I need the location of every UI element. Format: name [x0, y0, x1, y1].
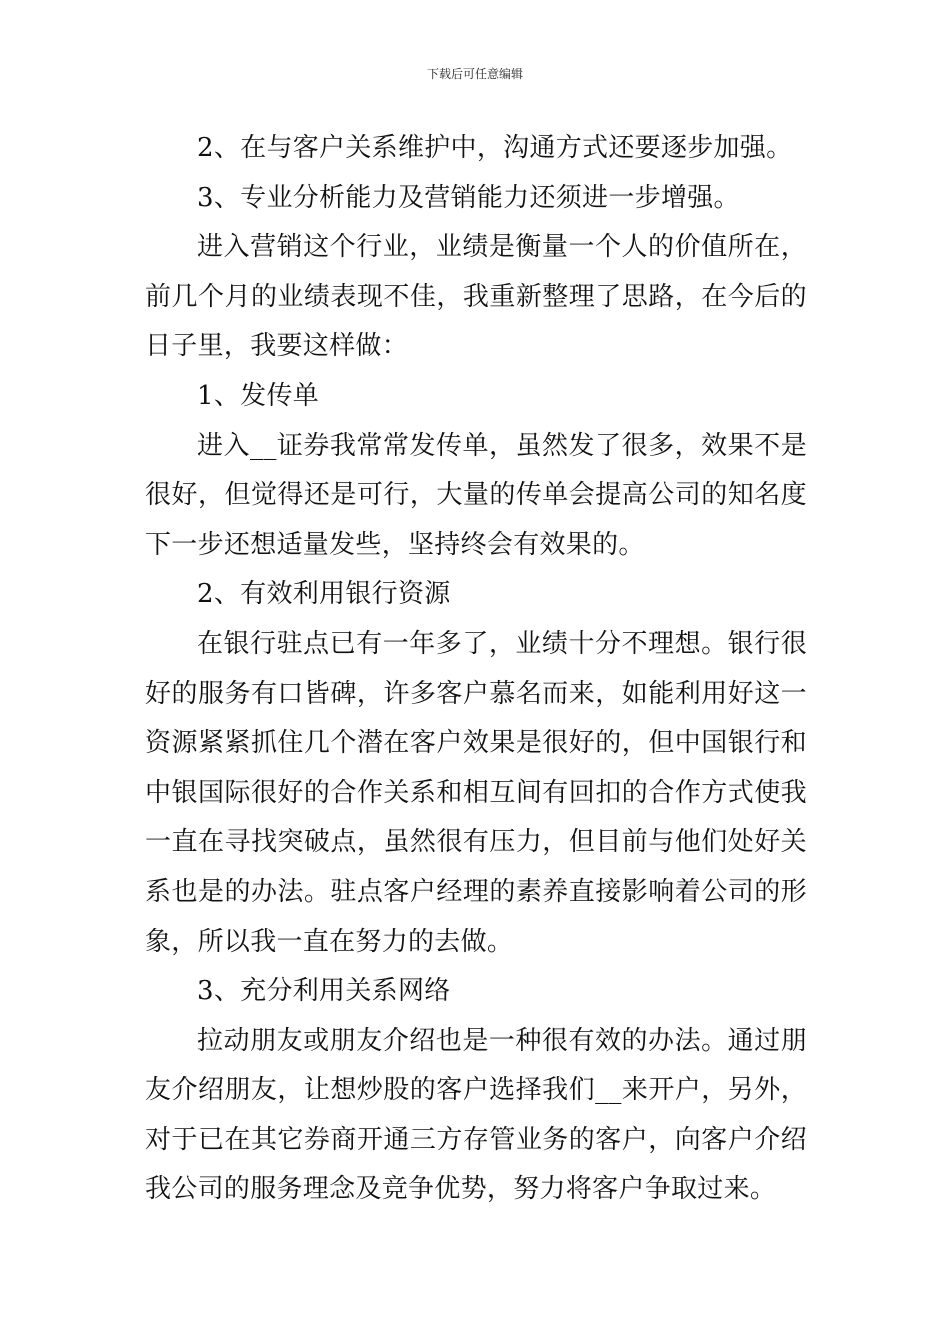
paragraph-network: 拉动朋友或朋友介绍也是一种很有效的办法。通过朋友介绍朋友，让想炒股的客户选择我们__来开户，另外，对于已在其它券商开通三方存管业务的客户，向客户介绍我公司的服务理念及竞争优势，努力将客户争取过来。 [145, 1025, 807, 1205]
page-header-note: 下载后可任意编辑 [426, 67, 523, 81]
section-heading-network: 3、充分利用关系网络 [197, 976, 451, 1007]
paragraph-flyers: 进入__证券我常常发传单，虽然发了很多，效果不是很好，但觉得还是可行，大量的传单会提高公司的知名度下一步还想适量发些，坚持终会有效果的。 [145, 430, 807, 560]
paragraph-list-item-3: 3、专业分析能力及营销能力还须进一步增强。 [197, 182, 740, 213]
paragraph-bank-resources: 在银行驻点已有一年多了，业绩十分不理想。银行很好的服务有口皆碑，许多客户慕名而来，如能利用好这一资源紧紧抓住几个潜在客户效果是很好的，但中国银行和中银国际很好的合作关系和相互间有回扣的合作方式使我一直在寻找突破点，虽然很有压力，但目前与他们处好关系也是的办法。驻点客户经理的素养直接影响着公司的形象，所以我一直在努力的去做。 [145, 628, 807, 957]
document-body [145, 124, 807, 1215]
section-heading-bank-resources: 2、有效利用银行资源 [197, 579, 451, 610]
paragraph-intro: 进入营销这个行业，业绩是衡量一个人的价值所在，前几个月的业绩表现不佳，我重新整理了思路，在今后的日子里，我要这样做： [145, 232, 807, 362]
section-heading-flyers: 1、发传单 [197, 380, 320, 411]
paragraph-list-item-2: 2、在与客户关系维护中，沟通方式还要逐步加强。 [197, 133, 793, 163]
